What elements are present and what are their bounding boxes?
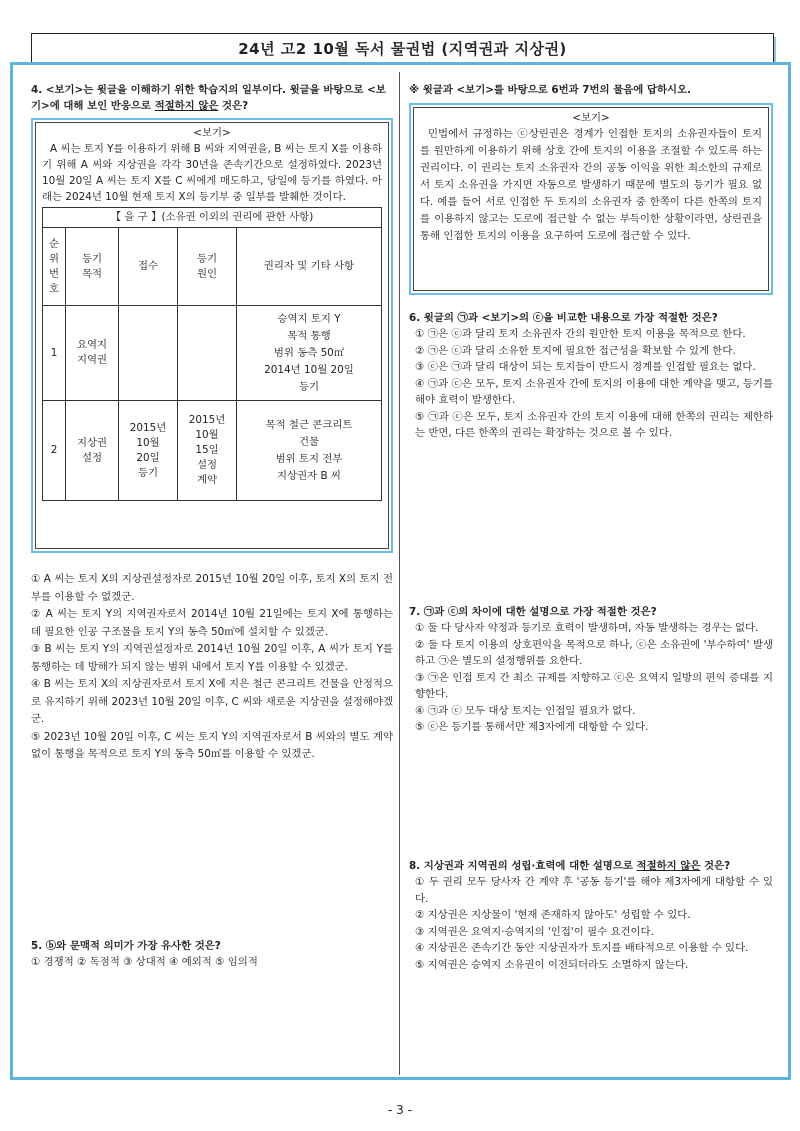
right-column bbox=[409, 82, 773, 442]
row2-num: 2 bbox=[43, 401, 66, 501]
q6-option-1[interactable]: ① ㉠은 ⓒ과 달리 토지 소유권자 간의 원만한 토지 이용을 목적으로 한다. bbox=[415, 328, 746, 340]
page-title: 24년 고2 10월 독서 물권법 (지역권과 지상권) bbox=[238, 39, 567, 58]
q8-block bbox=[409, 858, 773, 973]
header-bar bbox=[31, 33, 774, 63]
table-row bbox=[43, 401, 382, 501]
q6-option-3[interactable]: ③ ⓒ은 ㉠과 달리 대상이 되는 토지들이 반드시 경계를 인접할 필요는 없다. bbox=[415, 361, 756, 373]
table-caption: 【 을 구 】(소유권 이외의 권리에 관한 사항) bbox=[43, 208, 382, 228]
q7-option-2[interactable]: ② 둘 다 토지 이용의 상호편익을 목적으로 하나, ⓒ은 소유권에 '부수하여' 발생하고 ㉠은 별도의 설정행위를 요한다. bbox=[415, 638, 773, 667]
q4-option-3[interactable]: ③ B 씨는 토지 Y의 지역권설정자로 2014년 10월 20일 이후, A 씨가 토지 Y를 통행하는 데 방해가 되지 않는 범위 내에서 토지 Y를 이용할 수 있겠군. bbox=[31, 643, 393, 673]
q67-bogi-box bbox=[409, 103, 773, 295]
table-header-row bbox=[43, 228, 382, 306]
row2-cause: 2015년 10월 15일 설정 계약 bbox=[178, 401, 237, 501]
row2-details: 목적 철근 콘크리트 건물 범위 토지 전부 지상권자 B 씨 bbox=[237, 401, 382, 501]
q7-block bbox=[409, 604, 773, 736]
q67-bogi-title: <보기> bbox=[572, 112, 610, 124]
col-header-cause: 등기 원인 bbox=[178, 228, 237, 306]
registry-table bbox=[42, 207, 382, 501]
q5-options[interactable]: ① 경쟁적 ② 독점적 ③ 상대적 ④ 예외적 ⑤ 임의적 bbox=[31, 956, 258, 968]
table-row bbox=[43, 306, 382, 401]
col-header-receipt: 접수 bbox=[119, 228, 178, 306]
q4-bogi-title: <보기> bbox=[193, 127, 231, 139]
q4-option-2[interactable]: ② A 씨는 토지 Y의 지역권자로서 2014년 10월 21일에는 토지 X에 통행하는 데 필요한 인공 구조물을 토지 Y의 동측 50㎡에 설치할 수 있겠군. bbox=[31, 608, 393, 638]
row2-purpose: 지상권 설정 bbox=[66, 401, 119, 501]
q4-bogi-text: A 씨는 토지 Y를 이용하기 위해 B 씨와 지역권을, B 씨는 토지 X를 이용하기 위해 A 씨와 지상권을 각각 30년을 존속기간으로 설정하였다. 2023년 10월 20일 A 씨는 토지 X를 C 씨에게 매도하고, 당일에 등기를 하였다. 아래는 2024년 10월 현재 토지 X의 등기부 중 일부를 발췌한 것이다. bbox=[42, 143, 383, 203]
q4-options bbox=[31, 571, 393, 764]
row1-details: 승역지 토지 Y 목적 통행 범위 동측 50㎡ 2014년 10월 20일 등기 bbox=[237, 306, 382, 401]
row1-receipt bbox=[119, 306, 178, 401]
q7-option-1[interactable]: ① 둘 다 당사자 약정과 등기로 효력이 발생하며, 자동 발생하는 경우는 없다. bbox=[415, 622, 759, 634]
q7-option-5[interactable]: ⑤ ⓒ은 등기를 통해서만 제3자에게 대항할 수 있다. bbox=[415, 721, 649, 733]
q67-bogi-text: 민법에서 규정하는 ⓒ상린권은 경계가 인접한 토지의 소유권자들이 토지를 원만하게 이용하기 위해 상호 간에 토지의 이용을 조절할 수 있도록 하는 권리이다. 이 권리는 토지 소유권자 간의 공동 이익을 위한 최소한의 규제로서 토지 소유권을 가지면 자동으로 발생하기 때문에 별도의 등기가 필요 없다. 예를 들어 서로 인접한 두 토지의 소유권자 중 한쪽이 다른 한쪽의 토지를 이용하지 않고는 도로에 접근할 수 없는 부득이한 상황이라면, 상린권을 통해 인접한 토지의 이용을 요구하여 도로에 접근할 수 있다. bbox=[420, 128, 762, 242]
q4-option-4[interactable]: ④ B 씨는 토지 X의 지상권자로서 토지 X에 지은 철근 콘크리트 건물을 안정적으로 유지하기 위해 2023년 10월 20일 이후, C 씨와 새로운 지상권을 설정해야겠군. bbox=[31, 678, 393, 725]
column-divider bbox=[399, 72, 400, 1075]
q5-stem: 5. ⓑ와 문맥적 의미가 가장 유사한 것은? bbox=[31, 940, 221, 952]
row1-cause bbox=[178, 306, 237, 401]
q8-option-4[interactable]: ④ 지상권은 존속기간 동안 지상권자가 토지를 배타적으로 이용할 수 있다. bbox=[415, 942, 749, 954]
q7-option-4[interactable]: ④ ㉠과 ⓒ 모두 대상 토지는 인접일 필요가 없다. bbox=[415, 704, 636, 717]
col-header-details: 권리자 및 기타 사항 bbox=[237, 228, 382, 306]
intro-6-7: ※ 윗글과 <보기>를 바탕으로 6번과 7번의 물음에 답하시오. bbox=[409, 84, 692, 96]
q4-bogi-box bbox=[31, 118, 393, 553]
q6-option-4[interactable]: ④ ㉠과 ⓒ은 모두, 토지 소유권자 간에 토지의 이용에 대한 계약을 맺고, 등기를 해야 효력이 발생한다. bbox=[415, 377, 773, 406]
q7-options bbox=[409, 620, 773, 736]
q4-stem: 4. <보기>는 윗글을 이해하기 위한 학습지의 일부이다. 윗글을 바탕으로 <보기>에 대해 보인 반응으로 적절하지 않은 것은? bbox=[31, 84, 386, 112]
q4-option-1[interactable]: ① A 씨는 토지 X의 지상권설정자로 2015년 10월 20일 이후, 토지 X의 토지 전부를 이용할 수 없겠군. bbox=[31, 573, 393, 603]
q8-stem: 8. 지상권과 지역권의 성립·효력에 대한 설명으로 적절하지 않은 것은? bbox=[409, 860, 731, 872]
page-number: - 3 - bbox=[388, 1103, 412, 1117]
row2-receipt: 2015년 10월 20일 등기 bbox=[119, 401, 178, 501]
left-column bbox=[31, 82, 393, 764]
q6-stem: 6. 윗글의 ㉠과 <보기>의 ⓒ을 비교한 내용으로 가장 적절한 것은? bbox=[409, 312, 718, 324]
q5-block bbox=[31, 938, 393, 970]
row1-num: 1 bbox=[43, 306, 66, 401]
q6-block bbox=[409, 310, 773, 442]
q7-stem: 7. ㉠과 ⓒ의 차이에 대한 설명으로 가장 적절한 것은? bbox=[409, 606, 657, 618]
q8-options bbox=[409, 874, 773, 973]
q6-option-2[interactable]: ② ㉠은 ⓒ과 달리 소유한 토지에 필요한 접근성을 확보할 수 있게 한다. bbox=[415, 344, 736, 357]
q6-option-5[interactable]: ⑤ ㉠과 ⓒ은 모두, 토지 소유권자 간의 토지 이용에 대해 한쪽의 권리는 제한하는 반면, 다른 한쪽의 권리는 확장하는 것으로 볼 수 있다. bbox=[415, 410, 773, 439]
q8-option-1[interactable]: ① 두 권리 모두 당사자 간 계약 후 '공동 등기'를 해야 제3자에게 대항할 수 있다. bbox=[415, 876, 773, 905]
q8-option-2[interactable]: ② 지상권은 지상물이 '현재 존재하지 않아도' 성립할 수 있다. bbox=[415, 909, 691, 921]
col-header-rank: 순 위 번 호 bbox=[43, 228, 66, 306]
q8-option-5[interactable]: ⑤ 지역권은 승역지 소유권이 이전되더라도 소멸하지 않는다. bbox=[415, 958, 689, 971]
q4-option-5[interactable]: ⑤ 2023년 10월 20일 이후, C 씨는 토지 Y의 지역권자로서 B 씨와의 별도 계약 없이 통행을 목적으로 토지 Y의 동측 50㎡를 이용할 수 있겠군. bbox=[31, 730, 393, 760]
q8-option-3[interactable]: ③ 지역권은 요역지·승역지의 '인접'이 필수 요건이다. bbox=[415, 925, 654, 938]
col-header-purpose: 등기 목적 bbox=[66, 228, 119, 306]
q6-options bbox=[409, 326, 773, 442]
q7-option-3[interactable]: ③ ㉠은 인접 토지 간 최소 규제를 지향하고 ⓒ은 요역지 일방의 편익 증대를 지향한다. bbox=[415, 671, 773, 700]
row1-purpose: 요역지 지역권 bbox=[66, 306, 119, 401]
